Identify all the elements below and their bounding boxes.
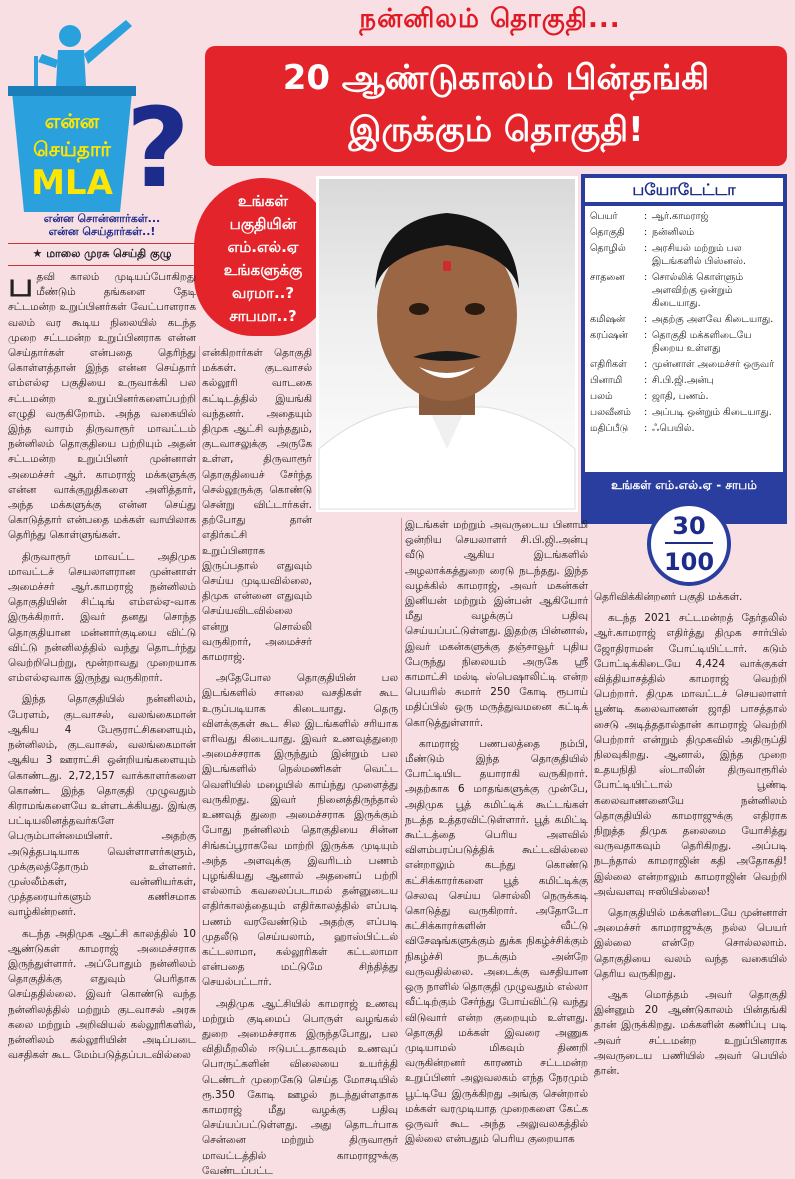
question-bubble bbox=[194, 178, 332, 336]
biodata-value: அரசியல் மற்றும் பல இடங்களில் பிஸ்னஸ். bbox=[652, 243, 746, 267]
biodata-row bbox=[590, 242, 778, 268]
podium-speaker-icon bbox=[8, 6, 196, 236]
biodata-row bbox=[590, 406, 778, 419]
article-paragraph: திருவாரூர் மாவட்ட அதிமுக மாவட்டச் செயலாளரான முன்னாள் அமைச்சர் ஆர்.காமராஜ் நன்னிலம் தொகுதியின் சிட்டிங் எம்எல்ஏ-வாக இருக்கிறார். இவர் தனது சொந்த தொகுதியான மன்னார்குடியை விட்டு விட்டு நன்னிலத்தில் வந்து தொடர்ந்து வெற்றிபெற்று, மூன்றாவது முறையாக எம்எல்ஏவாக இருந்து வருகிறார். bbox=[8, 550, 196, 685]
biodata-table bbox=[585, 206, 783, 472]
article-paragraph: கடந்த அதிமுக ஆட்சி காலத்தில் 10 ஆண்டுகள் காமராஜ் அமைச்சராக இருந்துள்ளார். அப்போதும் நன்னிலம் தொகுதிக்கு எதுவும் பெரிதாக செய்ததில்லை. இவர் கொண்டு வந்த நன்னிலத்தில் மற்றும் குடவாசல் அரசு கலை மற்றும் அறிவியல் கல்லூரிகளில், நன்னிலம் கல்லூரியின் அடிப்படை வசதிகள் கூட மேம்படுத்தப்படவில்லை bbox=[8, 927, 196, 1062]
biodata-row bbox=[590, 226, 778, 239]
article-column-2 bbox=[202, 346, 398, 1177]
biodata-key: பலவீனம் bbox=[590, 407, 631, 418]
article-column-4 bbox=[594, 590, 787, 1078]
article-paragraph: ஆக மொத்தம் அவர் தொகுதி இன்னும் 20 ஆண்டுகாலம் பின்தங்கி தான் இருக்கிறது. மக்களின் கணிப்பு படி அவர் சட்டமன்ற உறுப்பினராக அவருடைய பணியில் அவர் பெயில் தான். bbox=[594, 989, 787, 1078]
kicker: நன்னிலம் தொகுதி... bbox=[359, 4, 621, 34]
biodata-value: ஆர்.காமராஜ் bbox=[652, 211, 709, 222]
score-total: 100 bbox=[663, 548, 715, 576]
separator: : bbox=[644, 375, 648, 386]
biodata-value: ஜாதி, பணம். bbox=[652, 391, 709, 402]
biodata-key: தொழில் bbox=[590, 243, 626, 254]
bubble-line: சாபமா..? bbox=[229, 307, 297, 325]
biodata-row bbox=[590, 422, 778, 435]
headline-line-2: இருக்கும் தொகுதி! bbox=[348, 110, 644, 150]
biodata-key: எதிரிகள் bbox=[590, 359, 627, 370]
column-logo bbox=[8, 6, 196, 236]
separator: : bbox=[644, 391, 648, 402]
bubble-line: எம்.எல்.ஏ bbox=[227, 238, 299, 256]
biodata-value: சொல்லிக் கொள்ளும் அளவிற்கு ஒன்றும் கிடையாது. bbox=[652, 272, 744, 309]
biodata-key: சாதனை bbox=[590, 272, 625, 283]
biodata-row bbox=[590, 358, 778, 371]
column-divider bbox=[591, 590, 592, 1022]
bubble-line: உங்கள் bbox=[238, 192, 288, 210]
biodata-title: பயோடேட்டா bbox=[585, 178, 783, 202]
separator: : bbox=[644, 272, 648, 283]
biodata-value: அதற்கு அளவே கிடையாது. bbox=[652, 314, 774, 325]
article-paragraph: காமராஜ் பணபலத்தை நம்பி, மீண்டும் இந்த தொகுதியில் போட்டியிட தயாராகி வருகிறார். அதற்காக 6 மாதங்களுக்கு முன்பே, அதிமுக பூத் கமிட்டிக் கூட்டங்கள் நடத்த உத்தரவிட்டுள்ளார். பூத் கமிட்டி கூட்டத்தை பெரிய அளவில் விளம்பரப்படுத்திக் கூட்டவில்லை என்றாலும் கடந்து கொண்டு கட்சிக்காரர்களை பூத் கமிட்டிக்கு செலவு செய்ய சொல்லி நெருக்கடி கொடுத்து வருகிறார். அதோடோ கட்சிக்காரர்களின் வீட்டு விசேஷங்களுக்கும் துக்க நிகழ்ச்சிக்கும் நிகழ்ச்சி நடக்கும் அன்றே வருவதில்லை. அடைக்கு வசதியான ஒரு நாளில் தொகுதி முழுவதும் எல்லா வீட்டிற்கும் சேர்ந்து போய்விட்டு வந்து விடுவார் என்ற குறையும் உள்ளது. தொகுதி மக்கள் இவரை அணுக முடியாமல் மிகவும் திணறி வருகின்றனர் காரணம் சட்டமன்ற உறுப்பினர் அலுவலகம் எந்த நேரமும் பூட்டியே இருக்கிறது அங்கு சென்றால் மக்கள் வரமுடியாத முறைகளை கேட்க ஒருவர் கூட அந்த அலுவலகத்தில் இல்லை என்பதும் பெரிய குறையாக bbox=[405, 737, 588, 1146]
biodata-key: கமிஷன் bbox=[590, 314, 626, 325]
article-paragraph: அதேபோல தொகுதியின் பல இடங்களில் சாலை வசதிகள் கூட உருப்படியாக கிடையாது. தெரு விளக்குகள் கூட சில இடங்களில் சரியாக எரிவது கிடையாது. இவர் உணவுத்துறை அமைச்சராக இருந்தும் இன்றும் பல இடங்களில் நெல்மணிகள் வெட்ட வெளியில் மழையில் காய்ந்து முளைத்து வருகிறது. இவர் நினைத்திருந்தால் உணவுத் துறை அமைச்சராக இருக்கும் போது நன்னிலம் தொகுதியை சின்ன சிங்கப்பூராகவே மாற்றி இருக்க முடியும் அந்த அளவுக்கு இவரிடம் பணம் புழங்கியது ஆனால் அதனைப் பற்றி எல்லாம் கவலைப்படாமல் தன்னுடைய எதிர்காலத்தையும் எதிர்காலத்தில் எப்படி பணம் வரவேண்டும் அதற்கு எப்படி முதலீடு செய்யலாம், ஹாஸ்பிட்டல் கட்டலாமா, கல்லூரிகள் கட்டலாமா என்பதை மட்டுமே சிந்தித்து செயல்பட்டார். bbox=[202, 672, 398, 989]
separator: : bbox=[644, 359, 648, 370]
biodata-row bbox=[590, 390, 778, 403]
biodata-key: கரப்ஷன் bbox=[590, 330, 628, 341]
svg-text:என்ன சொன்னார்கள்...: என்ன சொன்னார்கள்... bbox=[43, 212, 161, 225]
biodata-value: அப்படி ஒன்றும் கிடையாது. bbox=[652, 407, 772, 418]
svg-text:MLA: MLA bbox=[31, 163, 113, 203]
biodata-value: ஃபெயில். bbox=[652, 423, 695, 434]
bubble-line: பகுதியின் bbox=[229, 215, 297, 233]
separator: : bbox=[644, 330, 648, 341]
article-paragraph: இந்த தொகுதியில் நன்னிலம், பேரளம், குடவாசல், வலங்கைமான் ஆகிய 4 பேரூராட்சிகளையும், நன்னிலம், குடவாசல், வலங்கைமான் ஆகிய 3 ஊராட்சி ஒன்றியங்களையும் கொண்டது. 2,72,157 வாக்காளர்களை கொண்ட இந்த தொகுதி முழுவதும் கிராமங்களையே உள்ளடக்கியது. இங்கு பட்டியலினத்தவர்களே பெரும்பான்மையினர். அதற்கு அடுத்தபடியாக வெள்ளாளர்களும், முக்குலத்தோரும் உள்ளனர். முஸ்லீம்கள், வன்னியர்கள், முத்தரையர்களும் கணிசமாக வாழ்கின்றனர். bbox=[8, 693, 196, 919]
bubble-line: வரமா..? bbox=[231, 284, 295, 302]
biodata-row bbox=[590, 329, 778, 355]
article-paragraph: அதிமுக ஆட்சியில் காமராஜ் உணவு மற்றும் குடிமைப் பொருள் வழங்கல் துறை அமைச்சராக இருந்தபோது, பல விதிமீறலில் ஈடுபட்டதாகவும் உணவுப் பொருட்களின் விலையை உயர்த்தி டெண்டர் முறைகேடு செய்த மோசடியில் ரூ.350 கோடி ஊழல் நடந்துள்ளதாக காமராஜ் மீது வழக்கு பதிவு செய்யப்பட்டுள்ளது. அது தொடர்பாக சென்னை மற்றும் திருவாரூர் மாவட்டத்தில் காமராஜுக்கு வேண்டப்பட்ட bbox=[202, 997, 398, 1177]
biodata-row bbox=[590, 271, 778, 310]
article-paragraph: தெரிவிக்கின்றனர் பகுதி மக்கள். bbox=[594, 591, 743, 603]
biodata-key: மதிப்பீடு bbox=[590, 423, 629, 434]
svg-text:என்ன: என்ன bbox=[44, 109, 100, 133]
headline bbox=[205, 46, 787, 166]
biodata-key: பலம் bbox=[590, 391, 613, 402]
biodata-value: நன்னிலம் bbox=[652, 227, 695, 238]
biodata-key: தொகுதி bbox=[590, 227, 625, 238]
column-divider bbox=[401, 518, 402, 1022]
article-paragraph: இடங்கள் மற்றும் அவருடைய பினாமி ஒன்றிய செயலாளர் சி.பி.ஜி.அன்பு வீடு ஆகிய இடங்களில் அழலாக்கத்துறை ரைடு நடந்தது. இந்த வழக்கில் காமராஜ், அவர் மகன்கள் இனியன் மற்றும் இன்பன் ஆகியோர் மீது வழக்குப் பதிவு செய்யப்பட்டுள்ளது. இதற்கு பின்னால், இவர் மகன்களுக்கு தஞ்சாவூர் புதிய பேருந்து நிலையம் அருகே ஸ்ரீ காமாட்சி மல்டி ஸ்பெஷாலிட்டி என்ற பெயரில் சுமார் 250 கோடி ரூபாய் மதிப்பில் ஒரு மருத்துவமனை கட்டிக் கொடுத்துள்ளார். bbox=[405, 519, 588, 729]
biodata-verdict: உங்கள் எம்.எல்.ஏ - சாபம் bbox=[611, 478, 757, 492]
separator: : bbox=[644, 243, 648, 254]
article-column-1 bbox=[8, 265, 196, 1062]
separator: : bbox=[644, 407, 648, 418]
biodata-key: பெயர் bbox=[590, 211, 618, 222]
score-value: 30 bbox=[672, 512, 706, 540]
biodata-value: முன்னாள் அமைச்சர் ஒருவர் bbox=[652, 359, 775, 370]
biodata-box bbox=[581, 174, 787, 524]
paragraph-text: தவி காலம் முடியப்போகிறது மீண்டும் தங்களை தேடி சட்டமன்ற உறுப்பினர்கள் வேட்பாளராக வலம் வர கூடிய நிலையில் கடந்த முறை சட்டமன்ற உறுப்பினராக என்ன செய்தார்கள் என்பதை தெரிந்து கொள்ளத்தான் இந்த என்ன செய்தார் எம்எல்ஏ பகுதியை உருவாக்கி பல சட்டமன்ற உறுப்பினர்களைப்பற்றி எழுதி வருகிறோம். அந்த வகையில் இந்த வாரம் திருவாரூர் மாவட்டம் நன்னிலம் தொகுதியை பற்றியும் அதன் சட்டமன்ற உறுப்பினர் முன்னாள் அமைச்சர் ஆர். காமராஜ் மக்களுக்கு என்ன வாக்குறுதிகளை அளித்தார், அந்த மக்களுக்கு என்ன செய்து கொடுத்தார் என்பதை மக்கள் வாயிலாக தெரிந்து கொள்ளுங்கள். bbox=[8, 271, 196, 542]
svg-text:?: ? bbox=[126, 84, 190, 212]
biodata-value: தொகுதி மக்களிடையே நிறைய உள்ளது bbox=[652, 330, 752, 354]
biodata-row bbox=[590, 313, 778, 326]
drop-cap: ப bbox=[8, 265, 34, 305]
score-badge bbox=[647, 502, 731, 586]
biodata-value: சி.பி.ஜி.அன்பு bbox=[652, 375, 714, 386]
byline: ★ மாலை முரசு செய்தி குழு bbox=[8, 243, 196, 266]
column-divider bbox=[199, 346, 200, 1022]
separator: : bbox=[644, 423, 648, 434]
separator: : bbox=[644, 211, 648, 222]
article-paragraph: தொகுதியில் மக்களிடையே முன்னாள் அமைச்சர் காமராஜுக்கு நல்ல பெயர் இல்லை என்றே சொல்லலாம். தொகுதியை வலம் வந்த வகையில் தெரிய வருகிறது. bbox=[594, 907, 787, 980]
biodata-key: பினாமி bbox=[590, 375, 623, 386]
svg-text:செய்தார்: செய்தார் bbox=[33, 137, 111, 161]
article-paragraph bbox=[8, 265, 196, 544]
biodata-row bbox=[590, 210, 778, 223]
separator: : bbox=[644, 314, 648, 325]
article-column-3 bbox=[405, 518, 588, 1146]
bubble-line: உங்களுக்கு bbox=[223, 261, 303, 279]
separator: : bbox=[644, 227, 648, 238]
svg-text:என்ன செய்தார்கள்..!: என்ன செய்தார்கள்..! bbox=[48, 225, 156, 238]
headline-line-1: 20 ஆண்டுகாலம் பின்தங்கி bbox=[282, 58, 710, 98]
article-paragraph: கடந்த 2021 சட்டமன்றத் தேர்தலில் ஆர்.காமராஜ் எதிர்த்து திமுக சார்பில் ஜோதிராமன் போட்டியிட்டார். கடும் போட்டிக்கிடையே 4,424 வாக்குகள் வித்தியாசத்தில் காமராஜ் வெற்றி பெற்றார். திமுக மாவட்டச் செயலாளர் பூண்டி கலைவாணன் ஜாதி பாசத்தால் சைடு அடித்ததால்தான் காமராஜ் வெற்றி பெற்றார் என்றும் திமுகவில் அதிருப்தி நிலவுகிறது. ஆனால், இந்த முறை உதயநிதி ஸ்டாலின் திருவாரூரில் போட்டியிட்டால் பூண்டி கலைவாணனையே நன்னிலம் தொகுதியில் காமராஜுக்கு எதிராக நிறுத்த திமுக தலைமை யோசித்து வருவதாகவும் தெரிகிறது. அப்படி நடந்தால் காமராஜின் கதி அதோகதி! இல்லை என்றாலும் காமராஜின் வெற்றி அவ்வளவு ஈஸியில்லை! bbox=[594, 612, 787, 898]
article-paragraph: என்கிறார்கள் தொகுதி மக்கள். குடவாசல் கல்லூரி வாடகை கட்டிடத்தில் இயங்கி வந்தனர். அதையும் திமுக ஆட்சி வந்ததும், குடவாசலுக்கு அருகே உள்ள, திருவாரூர் தொகுதியைச் சேர்ந்த செல்லூருக்கு கொண்டு சென்று விட்டார்கள். தற்போது தான் எதிர்கட்சி உறுப்பினராக இருப்பதால் எதுவும் செய்ய முடியவில்லை, திமுக என்னை எதுவும் செய்யவிடவில்லை என்று சொல்லி வருகிறார், அமைச்சர் காமராஜ். bbox=[202, 347, 312, 664]
biodata-row bbox=[590, 374, 778, 387]
